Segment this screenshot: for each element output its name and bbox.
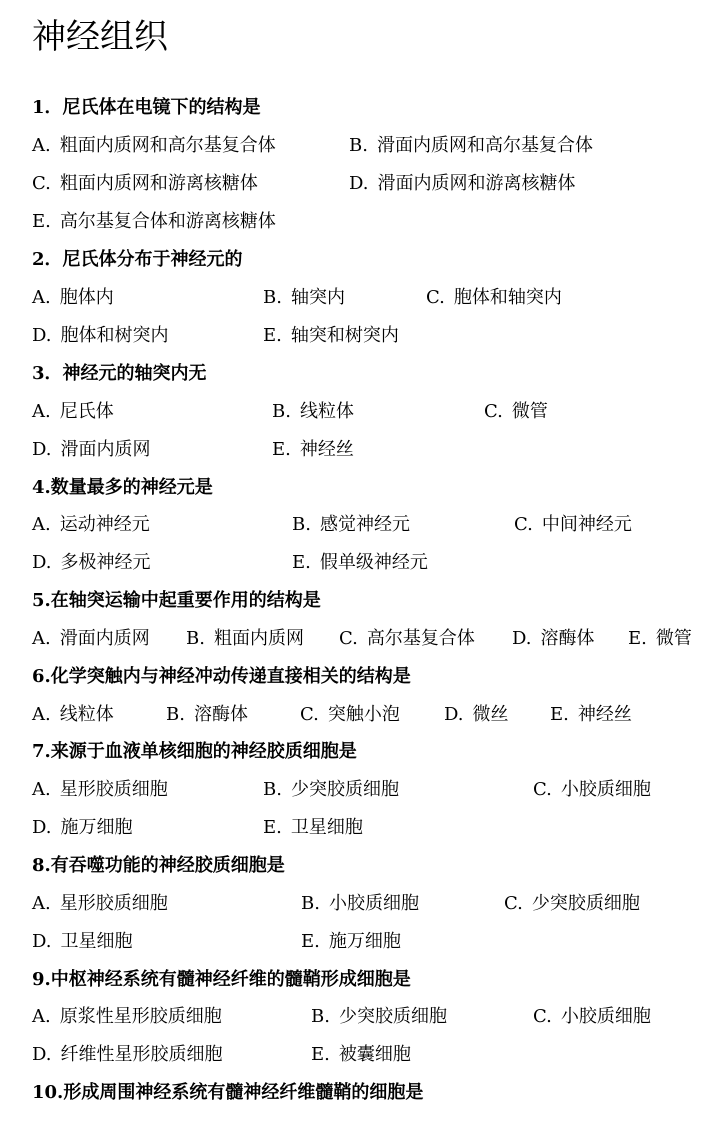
answer-option[interactable] (311, 1002, 447, 1032)
answer-option[interactable] (32, 927, 133, 957)
option-letter: B. (311, 1006, 330, 1027)
question-text: 尼氏体分布于神经元的 (62, 249, 243, 270)
question-stem (32, 965, 411, 995)
option-letter: D. (32, 439, 52, 460)
question-number: 6. (32, 666, 51, 687)
option-text: 轴突内 (290, 287, 345, 308)
option-text: 线粒体 (299, 401, 354, 422)
question-number: 2． (32, 249, 63, 270)
option-text: 少突胶质细胞 (338, 1006, 447, 1027)
option-text: 滑面内质网 (60, 439, 151, 460)
option-text: 纤维性星形胶质细胞 (60, 1044, 223, 1065)
answer-option[interactable] (339, 624, 475, 654)
question-number: 1． (32, 97, 63, 118)
option-text: 溶酶体 (193, 704, 248, 725)
option-text: 星形胶质细胞 (59, 779, 168, 800)
option-letter: B. (272, 401, 291, 422)
option-letter: A. (32, 135, 51, 156)
option-text: 原浆性星形胶质细胞 (59, 1006, 222, 1027)
question-stem (32, 851, 285, 881)
option-letter: C. (533, 1006, 552, 1027)
option-text: 滑面内质网和游离核糖体 (377, 173, 576, 194)
question-stem (32, 1078, 423, 1108)
option-text: 粗面内质网和游离核糖体 (59, 173, 258, 194)
option-letter: B. (349, 135, 368, 156)
answer-option[interactable] (628, 624, 692, 654)
option-letter: E. (550, 704, 569, 725)
answer-option[interactable] (186, 624, 304, 654)
answer-option[interactable] (292, 548, 428, 578)
answer-option[interactable] (272, 435, 354, 465)
option-letter: D. (32, 325, 52, 346)
question-stem (32, 586, 321, 616)
answer-option[interactable] (349, 169, 576, 199)
option-letter: D. (32, 817, 52, 838)
option-text: 轴突和树突内 (290, 325, 399, 346)
answer-option[interactable] (32, 131, 276, 161)
option-letter: B. (292, 514, 311, 535)
option-text: 胞体和轴突内 (453, 287, 562, 308)
option-text: 神经丝 (577, 704, 632, 725)
option-letter: B. (186, 628, 205, 649)
option-letter: E. (263, 325, 282, 346)
question-text: 神经元的轴突内无 (62, 363, 207, 384)
question-text: 有吞噬功能的神经胶质细胞是 (50, 855, 285, 876)
option-text: 小胶质细胞 (560, 779, 651, 800)
option-text: 胞体内 (59, 287, 114, 308)
question-stem (32, 737, 357, 767)
option-text: 假单级神经元 (319, 552, 428, 573)
answer-option[interactable] (512, 624, 595, 654)
answer-option[interactable] (263, 813, 363, 843)
question-stem (32, 359, 207, 389)
option-letter: D. (32, 931, 52, 952)
option-text: 被囊细胞 (338, 1044, 411, 1065)
answer-option[interactable] (32, 700, 114, 730)
option-text: 神经丝 (299, 439, 354, 460)
option-text: 小胶质细胞 (328, 893, 419, 914)
option-text: 卫星细胞 (290, 817, 363, 838)
question-number: 5. (32, 590, 51, 611)
question-text: 数量最多的神经元是 (50, 477, 213, 498)
option-letter: B. (263, 287, 282, 308)
option-letter: E. (263, 817, 282, 838)
question-stem (32, 245, 243, 275)
question-text: 形成周围神经系统有髓神经纤维髓鞘的细胞是 (63, 1082, 424, 1103)
answer-option[interactable] (533, 775, 651, 805)
answer-option[interactable] (301, 927, 401, 957)
answer-option[interactable] (32, 397, 114, 427)
option-text: 少突胶质细胞 (290, 779, 399, 800)
option-letter: D. (444, 704, 464, 725)
answer-option[interactable] (32, 435, 151, 465)
option-text: 溶酶体 (540, 628, 595, 649)
option-letter: A. (32, 1006, 51, 1027)
answer-option[interactable] (166, 700, 248, 730)
option-letter: A. (32, 401, 51, 422)
answer-option[interactable] (32, 813, 133, 843)
option-letter: B. (301, 893, 320, 914)
option-text: 微管 (655, 628, 692, 649)
question-number: 4. (32, 477, 51, 498)
option-text: 胞体和树突内 (60, 325, 169, 346)
question-number: 9. (32, 969, 51, 990)
option-letter: A. (32, 287, 51, 308)
option-text: 卫星细胞 (60, 931, 133, 952)
answer-option[interactable] (32, 321, 169, 351)
answer-option[interactable] (263, 283, 345, 313)
answer-option[interactable] (550, 700, 632, 730)
answer-option[interactable] (484, 397, 548, 427)
option-letter: B. (166, 704, 185, 725)
option-letter: C. (32, 173, 51, 194)
option-text: 多极神经元 (60, 552, 151, 573)
answer-option[interactable] (32, 169, 258, 199)
option-text: 小胶质细胞 (560, 1006, 651, 1027)
option-text: 高尔基复合体 (366, 628, 475, 649)
question-text: 中枢神经系统有髓神经纤维的髓鞘形成细胞是 (50, 969, 411, 990)
option-letter: D. (349, 173, 369, 194)
answer-option[interactable] (514, 510, 632, 540)
option-text: 滑面内质网和高尔基复合体 (376, 135, 593, 156)
option-letter: D. (32, 552, 52, 573)
question-number: 7. (32, 741, 51, 762)
option-letter: A. (32, 704, 51, 725)
question-stem (32, 662, 411, 692)
answer-option[interactable] (263, 321, 399, 351)
option-letter: A. (32, 893, 51, 914)
option-text: 尼氏体 (59, 401, 114, 422)
question-number: 10. (32, 1082, 64, 1103)
option-letter: E. (311, 1044, 330, 1065)
option-text: 滑面内质网 (59, 628, 150, 649)
option-text: 施万细胞 (328, 931, 401, 952)
answer-option[interactable] (292, 510, 410, 540)
option-letter: A. (32, 628, 51, 649)
option-letter: C. (514, 514, 533, 535)
answer-option[interactable] (533, 1002, 651, 1032)
option-text: 星形胶质细胞 (59, 893, 168, 914)
option-letter: E. (272, 439, 291, 460)
answer-option[interactable] (32, 889, 168, 919)
option-text: 微丝 (472, 704, 509, 725)
question-number: 8. (32, 855, 51, 876)
option-text: 运动神经元 (59, 514, 150, 535)
option-text: 中间神经元 (541, 514, 632, 535)
option-letter: A. (32, 514, 51, 535)
option-letter: E. (32, 211, 51, 232)
option-text: 感觉神经元 (319, 514, 410, 535)
question-text: 化学突触内与神经冲动传递直接相关的结构是 (50, 666, 411, 687)
answer-option[interactable] (32, 283, 114, 313)
option-text: 少突胶质细胞 (531, 893, 640, 914)
option-text: 粗面内质网和高尔基复合体 (59, 135, 276, 156)
option-text: 高尔基复合体和游离核糖体 (59, 211, 276, 232)
answer-option[interactable] (263, 775, 399, 805)
answer-option[interactable] (32, 510, 150, 540)
option-letter: C. (484, 401, 503, 422)
question-number: 3． (32, 363, 63, 384)
option-letter: D. (32, 1044, 52, 1065)
answer-option[interactable] (32, 1040, 223, 1070)
answer-option[interactable] (301, 889, 419, 919)
page-title: 神经组织 (32, 17, 168, 57)
option-letter: A. (32, 779, 51, 800)
answer-option[interactable] (444, 700, 509, 730)
answer-option[interactable] (349, 131, 593, 161)
answer-option[interactable] (32, 548, 151, 578)
option-text: 微管 (511, 401, 548, 422)
answer-option[interactable] (504, 889, 640, 919)
question-stem (32, 473, 213, 503)
option-text: 线粒体 (59, 704, 114, 725)
option-letter: C. (426, 287, 445, 308)
option-letter: B. (263, 779, 282, 800)
answer-option[interactable] (32, 775, 168, 805)
option-letter: E. (301, 931, 320, 952)
answer-option[interactable] (426, 283, 562, 313)
option-text: 施万细胞 (60, 817, 133, 838)
option-letter: E. (292, 552, 311, 573)
answer-option[interactable] (32, 624, 150, 654)
answer-option[interactable] (32, 1002, 222, 1032)
option-letter: E. (628, 628, 647, 649)
option-text: 突触小泡 (327, 704, 400, 725)
answer-option[interactable] (300, 700, 400, 730)
answer-option[interactable] (311, 1040, 411, 1070)
option-letter: C. (300, 704, 319, 725)
option-text: 粗面内质网 (213, 628, 304, 649)
answer-option[interactable] (32, 207, 276, 237)
option-letter: C. (533, 779, 552, 800)
question-text: 在轴突运输中起重要作用的结构是 (50, 590, 321, 611)
question-text: 来源于血液单核细胞的神经胶质细胞是 (50, 741, 357, 762)
question-stem (32, 93, 261, 123)
option-letter: C. (504, 893, 523, 914)
option-letter: C. (339, 628, 358, 649)
question-text: 尼氏体在电镜下的结构是 (62, 97, 261, 118)
answer-option[interactable] (272, 397, 354, 427)
option-letter: D. (512, 628, 532, 649)
